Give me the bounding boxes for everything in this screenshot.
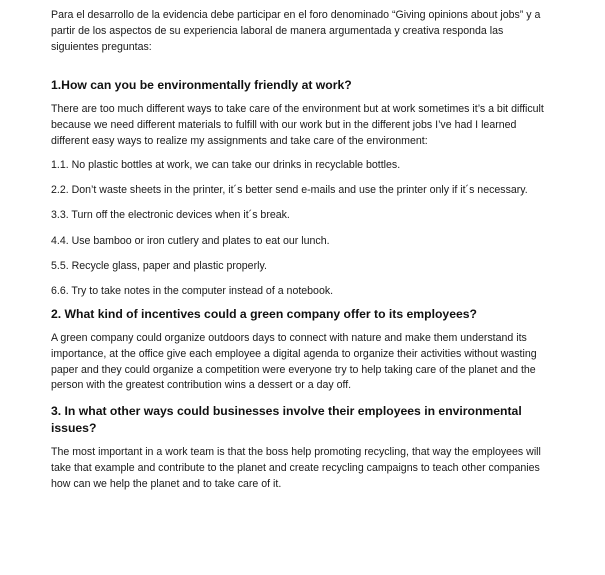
list-item: 1.1. No plastic bottles at work, we can take our drinks in recyclable bottles. — [51, 158, 401, 171]
list-item: 3.3. Turn off the electronic devices when it´s break. — [51, 209, 290, 222]
question-2-heading: 2. What kind of incentives could a green company offer to its employees? — [51, 307, 477, 322]
list-item: 4.4. Use bamboo or iron cutlery and plates to eat our lunch. — [51, 234, 330, 247]
question-3-heading: 3. In what other ways could businesses involve their employees in environmental issues? — [51, 404, 522, 436]
question-1-answer: There are too much different ways to take care of the environment but at work sometimes it’s a bit difficult because we need different materials to fulfill with our work but in the different jobs I’ve had I learned different easy ways to realize my assignments and take care of the environment: — [51, 103, 544, 147]
list-item: 2.2. Don’t waste sheets in the printer, it´s better send e-mails and use the printer only if it´s necessary. — [51, 184, 528, 197]
question-1-list — [51, 158, 551, 300]
question-3-answer: The most important in a work team is that the boss help promoting recycling, that way the employees will take that example and contribute to the planet and create recycling campaigns to teach other companies how can we help the planet and to take care of it. — [51, 446, 541, 490]
intro-paragraph: Para el desarrollo de la evidencia debe participar en el foro denominado “Giving opinions about jobs” y a partir de los aspectos de su experiencia laboral de manera argumentada y creativa responda las siguientes preguntas: — [51, 9, 541, 53]
question-1-heading: 1.How can you be environmentally friendly at work? — [51, 78, 352, 93]
question-2-answer: A green company could organize outdoors days to connect with nature and make them understand its importance, at the office give each employee a digital agenda to organize their activities without wasting paper and they could organize a competition were everyone try to help taking care of the planet and the person with the greatest contribution wins a dessert or a day off. — [51, 332, 537, 392]
list-item: 6.6. Try to take notes in the computer instead of a notebook. — [51, 285, 334, 298]
list-item: 5.5. Recycle glass, paper and plastic properly. — [51, 259, 267, 272]
document-page — [51, 8, 551, 501]
